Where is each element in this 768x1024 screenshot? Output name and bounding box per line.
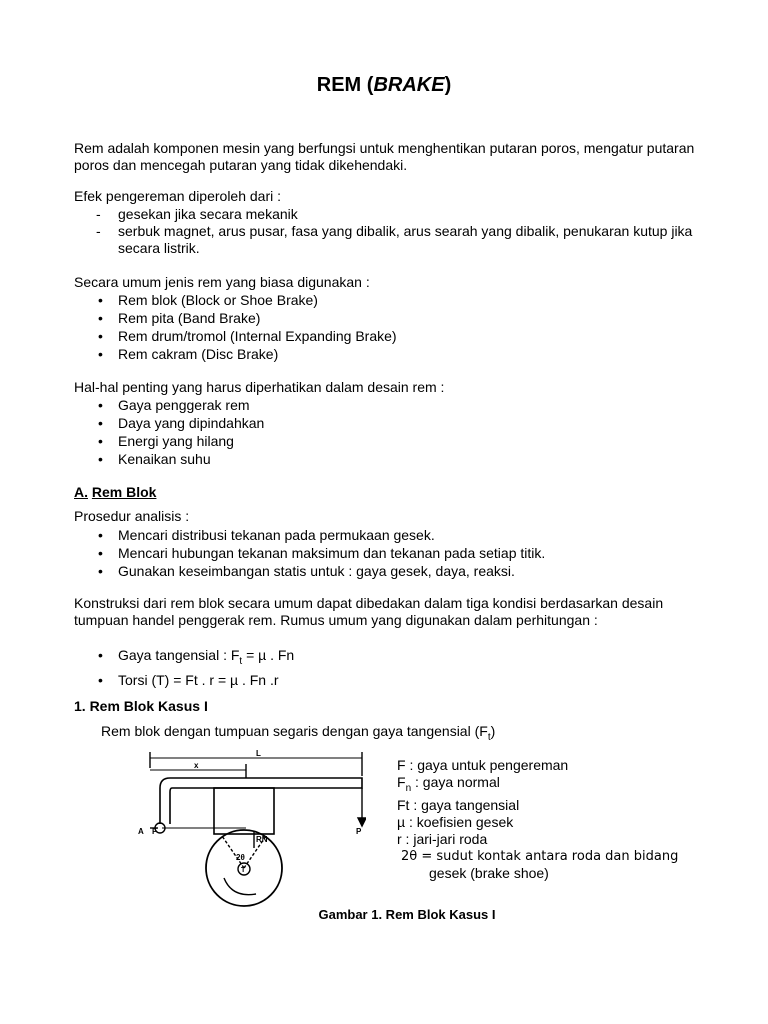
legend-line: F : gaya untuk pengereman: [397, 757, 569, 773]
list-item: • Rem pita (Band Brake): [74, 309, 397, 327]
list-item: - serbuk magnet, arus pusar, fasa yang dibalik, arus searah yang dibalik, penukaran kutup jika secara listrik.: [74, 223, 724, 257]
brake-block-diagram: [136, 748, 366, 908]
label-f: F: [152, 827, 157, 836]
kasus1-heading: 1. Rem Blok Kasus I: [74, 698, 208, 714]
list-item: • Kenaikan suhu: [74, 450, 264, 468]
jenis-list: [74, 291, 397, 363]
rotation-arrow: [224, 878, 256, 895]
list-item: • Daya yang dipindahkan: [74, 414, 264, 432]
page-title: REM (BRAKE): [316, 74, 452, 96]
lever-arm: [160, 778, 362, 824]
list-item: • Rem drum/tromol (Internal Expanding Brake): [74, 327, 397, 345]
list-item: • Mencari distribusi tekanan pada permukaan gesek.: [74, 526, 545, 544]
label-x: x: [194, 761, 199, 770]
formula-gaya-tangensial: • Gaya tangensial : $F_t = \mu$ . Fn: [74, 646, 294, 671]
list-item: • Mencari hubungan tekanan maksimum dan tekanan pada setiap titik.: [74, 544, 545, 562]
brake-shoe: [214, 788, 274, 834]
list-item: • Rem cakram (Disc Brake): [74, 345, 397, 363]
jenis-heading: Secara umum jenis rem yang biasa digunakan :: [74, 274, 370, 290]
legend-line: $F_n$ : gaya normal: [397, 774, 500, 794]
legend-line: gesek (brake shoe): [429, 864, 549, 881]
kasus1-description: Rem blok dengan tumpuan segaris dengan gaya tangensial $(F_t)$: [101, 723, 496, 743]
rumus-list: [74, 646, 294, 689]
figure-caption: Gambar 1. Rem Blok Kasus I: [318, 907, 496, 922]
label-p: P: [356, 827, 362, 836]
list-item: • Gaya penggerak rem: [74, 396, 264, 414]
p-arrowhead: [358, 818, 366, 826]
formula-torsi: • Torsi (T) = Ft . r = µ . Fn .r: [74, 671, 294, 689]
legend-line: 2θ = sudut kontak antara roda dan bidang: [401, 848, 679, 864]
list-item: - gesekan jika secara mekanik: [74, 206, 724, 223]
efek-list: [74, 206, 724, 257]
label-l: L: [256, 749, 261, 758]
legend-line: µ : koefisien gesek: [397, 813, 514, 830]
section-a-heading: A. Rem Blok: [74, 484, 157, 500]
diagram-legend: [397, 757, 678, 882]
efek-heading: Efek pengereman diperoleh dari :: [74, 188, 282, 204]
label-t: T: [241, 867, 246, 874]
label-two-theta: 2θ: [236, 853, 245, 862]
list-item: • Energi yang hilang: [74, 432, 264, 450]
prosedur-list: [74, 526, 545, 580]
label-a: A: [138, 827, 144, 836]
legend-line: r : jari-jari roda: [397, 830, 488, 847]
penting-heading: Hal-hal penting yang harus diperhatikan dalam desain rem :: [74, 379, 445, 395]
list-item: • Gunakan keseimbangan statis untuk : gaya gesek, daya, reaksi.: [74, 562, 545, 580]
penting-list: [74, 396, 264, 468]
konstruksi-paragraph: Konstruksi dari rem blok secara umum dapat dibedakan dalam tiga kondisi berdasarkan desain tumpuan handel penggerak rem. Rumus umum yang digunakan dalam perhitungan :: [74, 595, 664, 628]
prosedur-heading: Prosedur analisis :: [74, 508, 190, 524]
legend-line: Ft : gaya tangensial: [397, 796, 520, 813]
list-item: • Rem blok (Block or Shoe Brake): [74, 291, 397, 309]
intro-paragraph: Rem adalah komponen mesin yang berfungsi untuk menghentikan putaran poros, mengatur putaran poros dan mencegah putaran yang tidak dikehendaki.: [74, 140, 695, 173]
label-rn: RN: [256, 835, 268, 844]
